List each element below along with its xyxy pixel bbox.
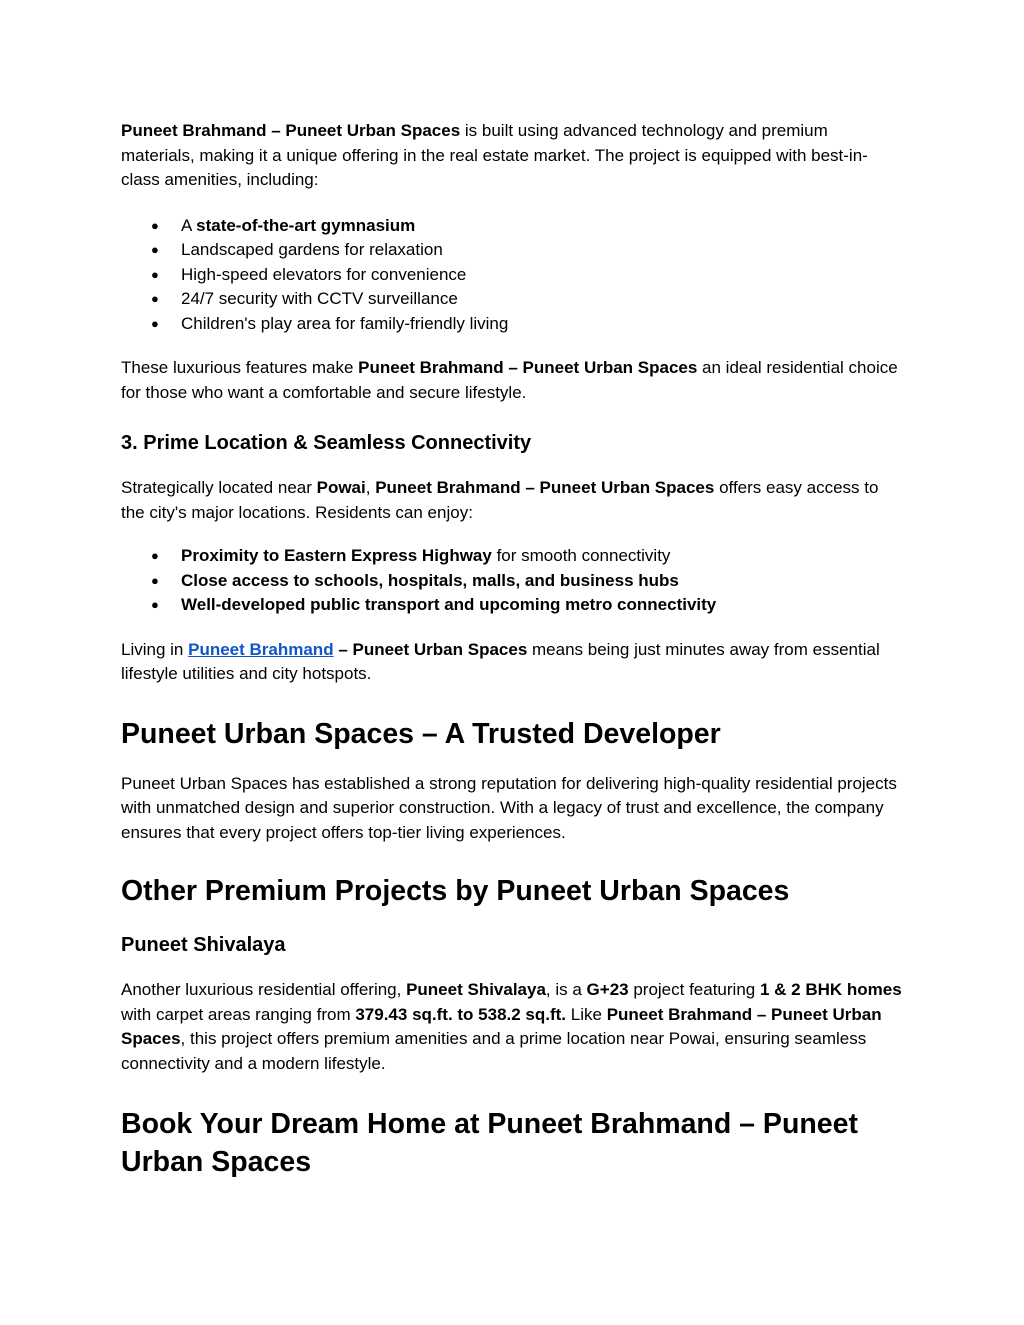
- bullet-icon: ●: [151, 597, 159, 612]
- list-item: ● Close access to schools, hospitals, malls, and business hubs: [121, 569, 904, 594]
- list-item: ● Well-developed public transport and upcoming metro connectivity: [121, 593, 904, 618]
- shivalaya-paragraph: Another luxurious residential offering, Puneet Shivalaya, is a G+23 project featuring 1 & 2 BHK homes with carpet areas ranging from 379.43 sq.ft. to 538.2 sq.ft. Like Puneet Brahmand – Puneet Urban Spaces, this project offers premium amenities and a prime location near Powai, ensuring seamless connectivity and a modern lifestyle.: [121, 980, 902, 1073]
- list-item: ● Proximity to Eastern Express Highway for smooth connectivity: [121, 544, 904, 569]
- list-item: ● A state-of-the-art gymnasium: [121, 214, 904, 239]
- list-item: ● High-speed elevators for convenience: [121, 263, 904, 288]
- bullet-icon: ●: [151, 217, 159, 233]
- list-item: ● Landscaped gardens for relaxation: [121, 238, 904, 263]
- connectivity-list: [121, 544, 904, 618]
- projects-heading: Other Premium Projects by Puneet Urban Spaces: [121, 875, 790, 907]
- puneet-brahmand-link[interactable]: Puneet Brahmand: [188, 639, 334, 659]
- shivalaya-heading: Puneet Shivalaya: [121, 934, 286, 956]
- bullet-icon: ●: [151, 548, 159, 563]
- location-paragraph: Strategically located near Powai, Puneet Brahmand – Puneet Urban Spaces offers easy access to the city's major locations. Residents can enjoy:: [121, 478, 879, 522]
- intro-paragraph: Puneet Brahmand – Puneet Urban Spaces is built using advanced technology and premium materials, making it a unique offering in the real estate market. The project is equipped with best-in-class amenities, including:: [121, 121, 868, 189]
- developer-heading: Puneet Urban Spaces – A Trusted Developer: [121, 717, 721, 750]
- amenities-list: [121, 214, 904, 337]
- book-heading: Book Your Dream Home at Puneet Brahmand – Puneet Urban Spaces: [121, 1108, 858, 1178]
- bullet-icon: ●: [151, 572, 159, 588]
- location-heading: 3. Prime Location & Seamless Connectivity: [121, 432, 532, 454]
- bullet-icon: ●: [151, 242, 159, 257]
- living-paragraph: Living in Puneet Brahmand – Puneet Urban Spaces means being just minutes away from essential lifestyle utilities and city hotspots.: [121, 639, 880, 683]
- bullet-icon: ●: [151, 266, 159, 282]
- developer-paragraph: Puneet Urban Spaces has established a strong reputation for delivering high-quality residential projects with unmatched design and superior construction. With a legacy of trust and excellence, the company ensures that every project offers top-tier living experiences.: [121, 773, 897, 842]
- bullet-icon: ●: [151, 291, 159, 306]
- bullet-icon: ●: [151, 315, 159, 331]
- list-item: ● Children's play area for family-friendly living: [121, 312, 904, 337]
- list-item: ● 24/7 security with CCTV surveillance: [121, 287, 904, 312]
- luxury-paragraph: These luxurious features make Puneet Brahmand – Puneet Urban Spaces an ideal residential choice for those who want a comfortable and secure lifestyle.: [121, 358, 898, 402]
